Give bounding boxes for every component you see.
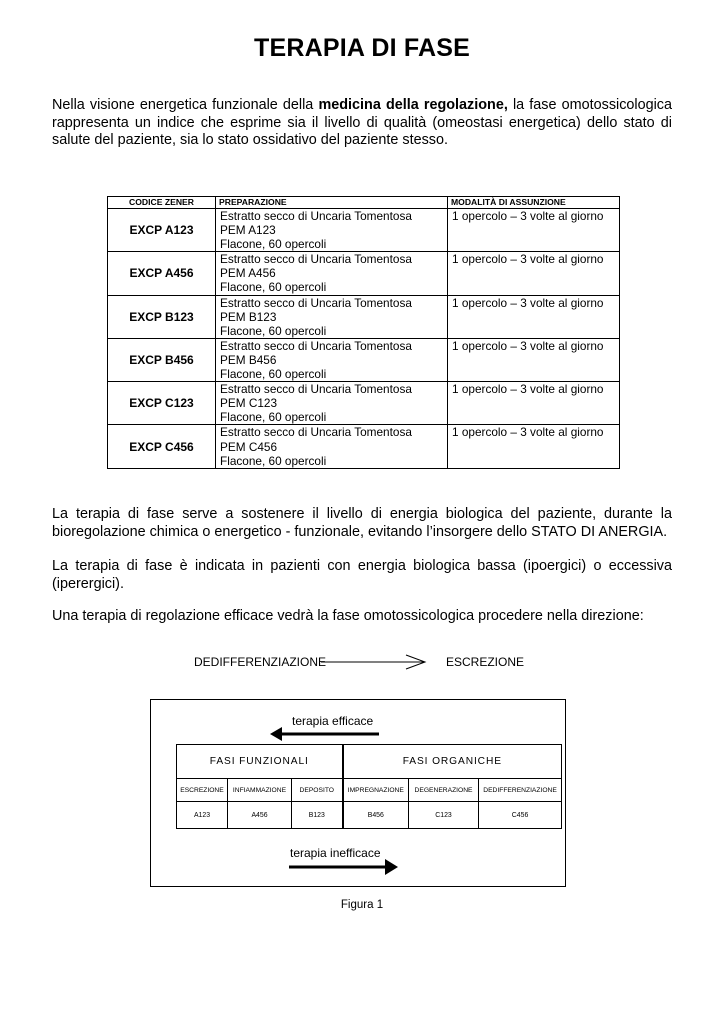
product-mode: 1 opercolo – 3 volte al giorno [448,425,620,468]
product-code: EXCP C456 [108,425,216,468]
ineffective-therapy-label: terapia inefficace [290,846,381,860]
prep-line: PEM B123 [220,309,277,324]
prep-line: PEM A456 [220,266,276,281]
figure-caption: Figura 1 [340,899,384,911]
prep-line: PEM B456 [220,352,277,367]
phase-name: DEGENERAZIONE [409,779,479,802]
phase-name: DEPOSITO [292,779,343,802]
product-mode: 1 opercolo – 3 volte al giorno [448,295,620,338]
prep-line: Estratto secco di Uncaria Tomentosa [220,252,412,267]
intro-bold-term: medicina della regolazione, [318,97,508,113]
effective-therapy-label: terapia efficace [292,714,374,728]
phases-table [176,744,562,829]
direction-from-label: DEDIFFERENZIAZIONE [194,655,327,669]
prep-line: PEM C456 [220,439,278,454]
header-modalita: MODALITÀ DI ASSUNZIONE [448,197,620,209]
product-preparation [216,425,448,468]
prep-line: Flacone, 60 opercoli [220,367,327,382]
therapy-indication-paragraph: La terapia di fase è indicata in pazienti con energia biologica bassa (ipoergici) o eccessiva (iperergici). [52,558,672,592]
phase-codes-row [177,802,562,829]
phase-name: ESCREZIONE [177,779,228,802]
direction-intro-paragraph: Una terapia di regolazione efficace vedrà la fase omotossicologica procedere nella direzione: [52,608,644,624]
organic-phases-header: FASI ORGANICHE [343,745,562,779]
product-code: EXCP A456 [108,252,216,295]
phase-names-row [177,779,562,802]
prep-line: Estratto secco di Uncaria Tomentosa [220,209,412,223]
prep-line: Estratto secco di Uncaria Tomentosa [220,382,412,397]
phase-code: C456 [479,802,562,829]
prep-line: PEM A123 [220,223,276,238]
phase-code: B456 [343,802,409,829]
phase-code: A456 [228,802,292,829]
phase-name: IMPREGNAZIONE [343,779,409,802]
table-row [108,425,620,468]
phase-code: C123 [409,802,479,829]
phase-groups-row [177,745,562,779]
table-row [108,209,620,252]
phase-code: A123 [177,802,228,829]
product-code: EXCP B456 [108,338,216,381]
products-table-header [108,197,620,209]
functional-phases-header: FASI FUNZIONALI [177,745,343,779]
product-code: EXCP B123 [108,295,216,338]
product-preparation [216,252,448,295]
intro-text-end: la fase omotossicologica rappresenta un indice che esprime sia il livello di qualità (omeostasi energetica) dello stato di salute del paziente, sia lo stato ossidativo del paziente stesso. [52,97,673,148]
phase-name: INFIAMMAZIONE [228,779,292,802]
direction-arrow-icon [318,652,430,672]
prep-line: PEM C123 [220,396,278,411]
page-title: TERAPIA DI FASE [254,34,470,62]
table-row [108,338,620,381]
product-mode: 1 opercolo – 3 volte al giorno [448,338,620,381]
prep-line: Flacone, 60 opercoli [220,323,327,338]
intro-paragraph [52,97,672,150]
product-code: EXCP C123 [108,382,216,425]
phase-code: B123 [292,802,343,829]
header-codice-zener: CODICE ZENER [108,197,216,209]
product-preparation [216,382,448,425]
right-arrow-icon [288,858,400,876]
left-arrow-icon [270,726,382,742]
product-code: EXCP A123 [108,209,216,252]
prep-line: Estratto secco di Uncaria Tomentosa [220,295,412,310]
prep-line: Estratto secco di Uncaria Tomentosa [220,425,412,440]
product-preparation [216,338,448,381]
direction-to-label: ESCREZIONE [446,655,525,669]
prep-line: Flacone, 60 opercoli [220,410,327,425]
therapy-purpose-paragraph: La terapia di fase serve a sostenere il livello di energia biologica del paziente, durante la bioregolazione chimica o energetico - funzionale, evitando l’insorgere dello STATO DI ANERGIA. [52,506,672,540]
product-preparation [216,295,448,338]
product-preparation [216,209,448,252]
table-row [108,382,620,425]
prep-line: Flacone, 60 opercoli [220,237,327,252]
prep-line: Flacone, 60 opercoli [220,280,327,295]
product-mode: 1 opercolo – 3 volte al giorno [448,209,620,252]
product-mode: 1 opercolo – 3 volte al giorno [448,252,620,295]
header-preparazione: PREPARAZIONE [216,197,448,209]
table-row [108,252,620,295]
product-mode: 1 opercolo – 3 volte al giorno [448,382,620,425]
prep-line: Estratto secco di Uncaria Tomentosa [220,338,412,353]
table-row [108,295,620,338]
prep-line: Flacone, 60 opercoli [220,453,327,468]
phase-name: DEDIFFERENZIAZIONE [479,779,562,802]
direction-flow [0,652,724,672]
intro-text-start: Nella visione energetica funzionale della [52,97,319,113]
products-table [107,196,620,469]
